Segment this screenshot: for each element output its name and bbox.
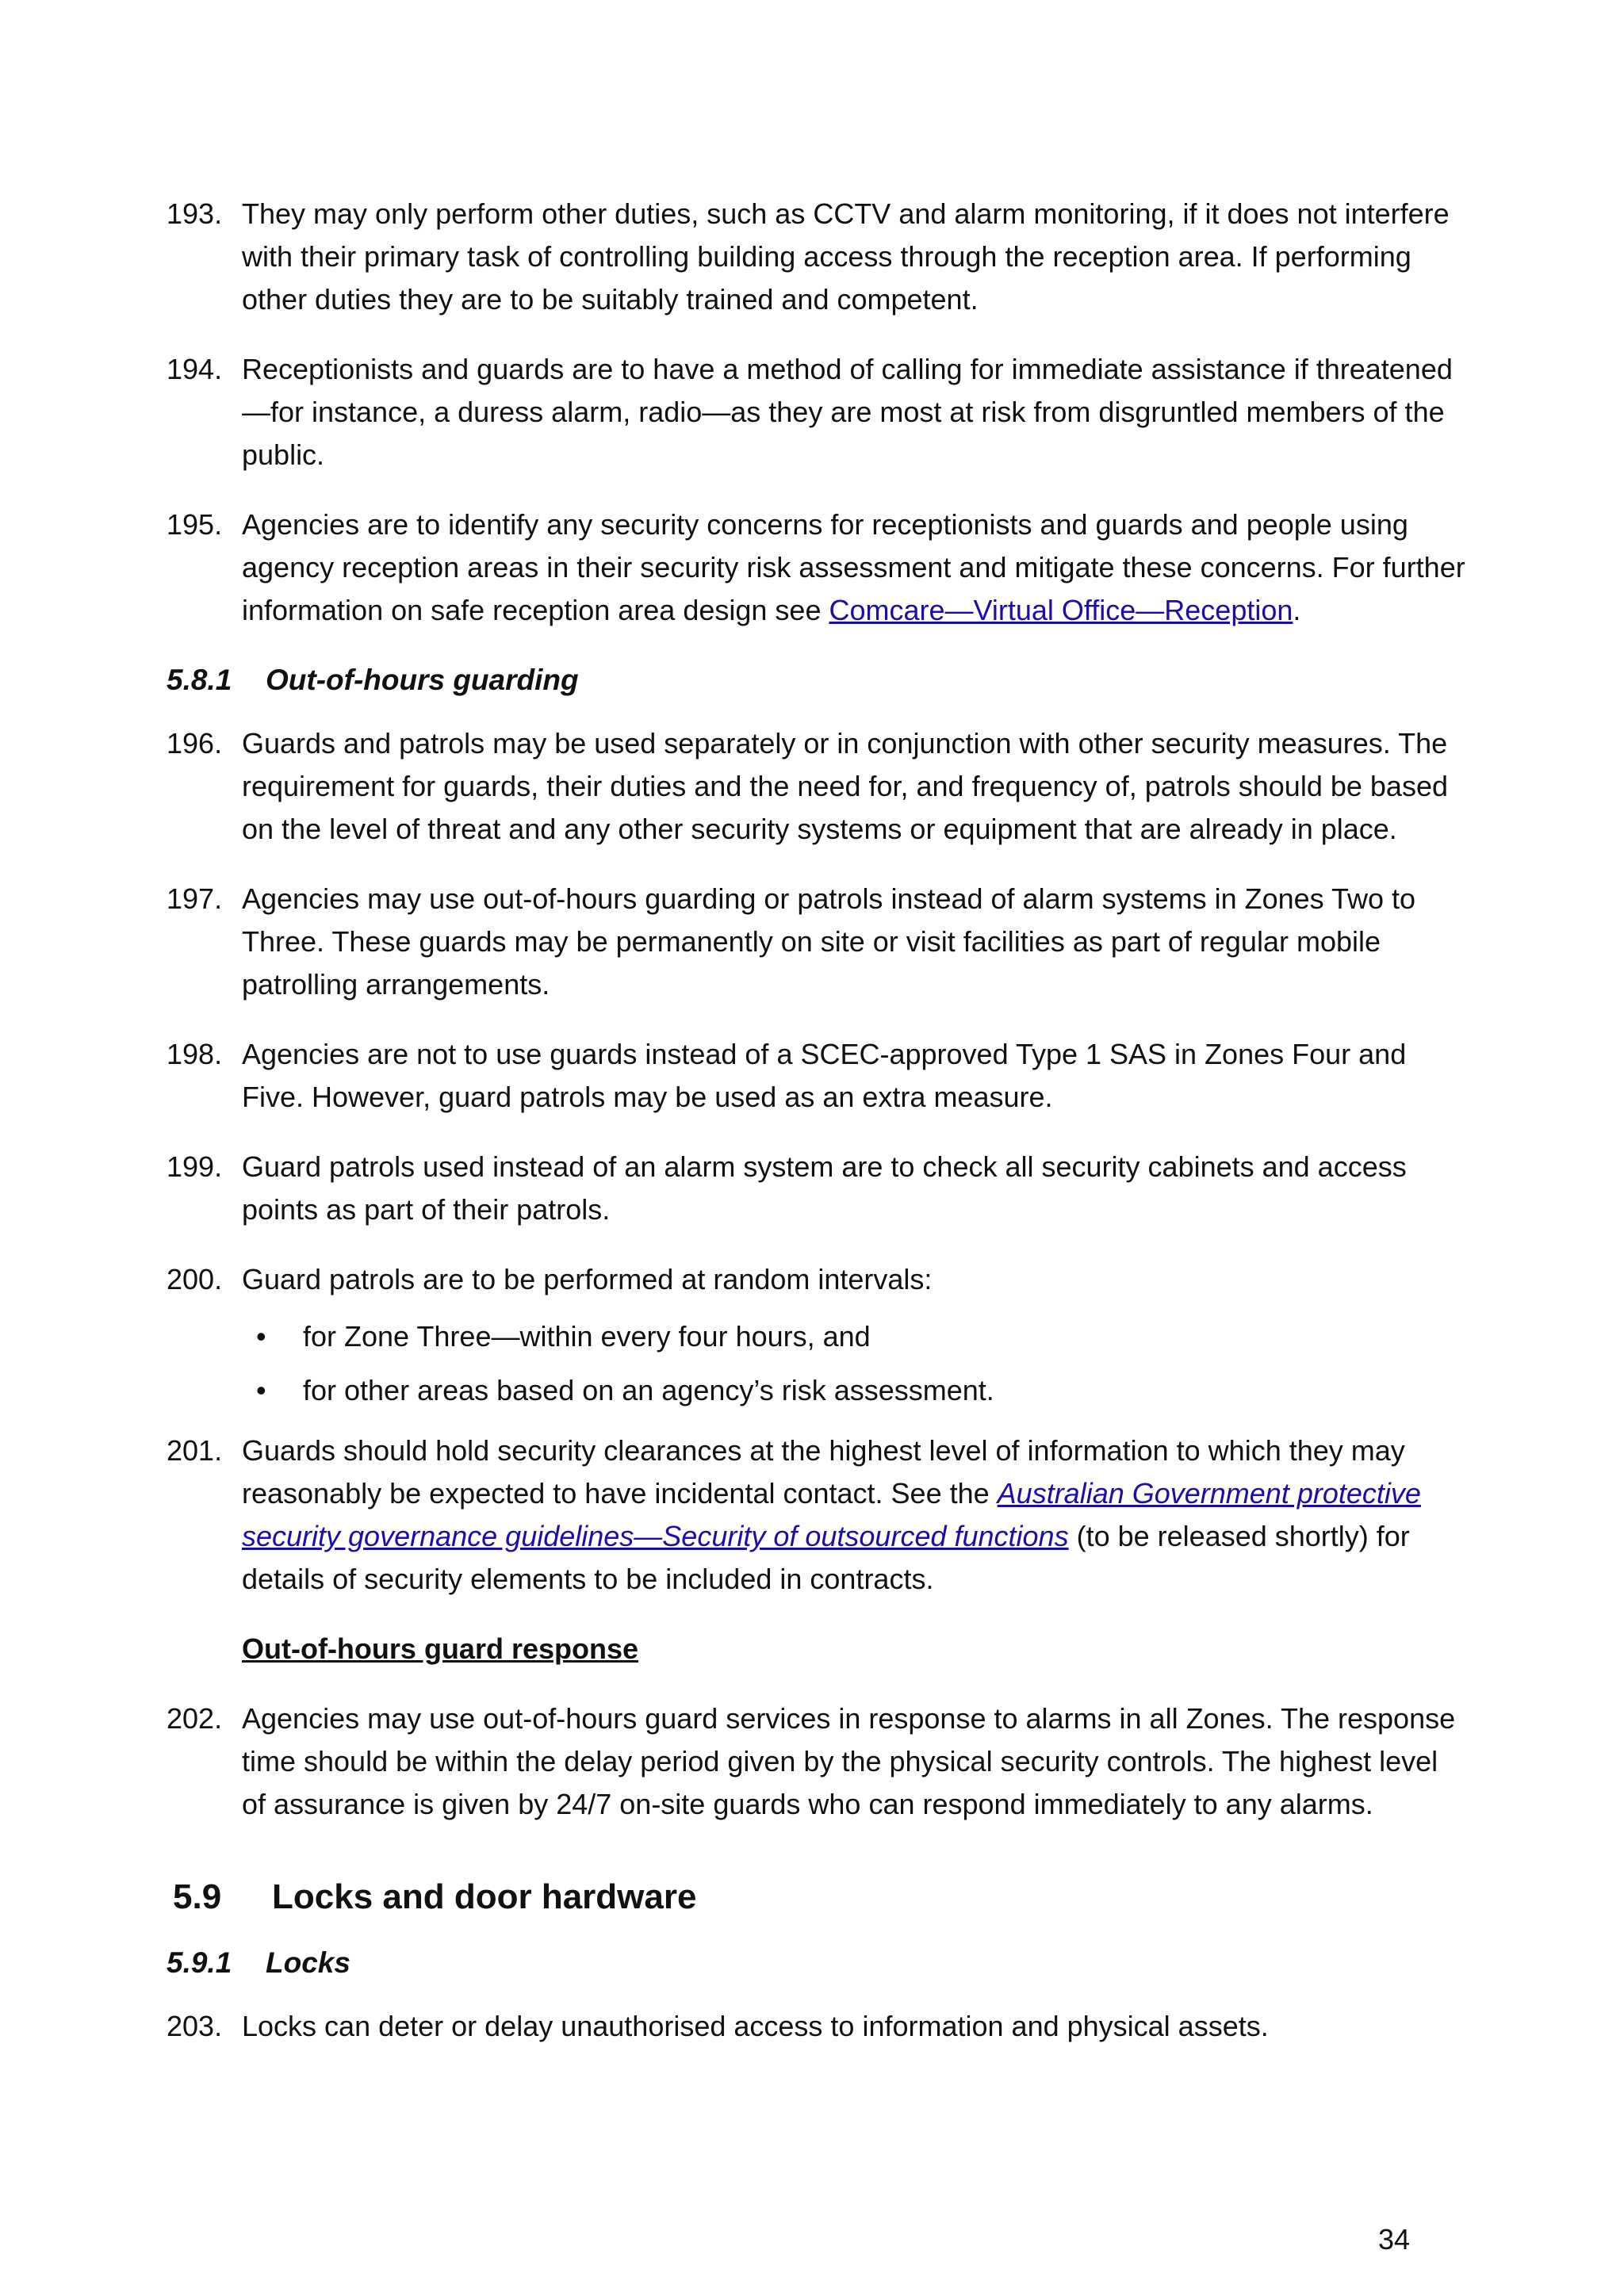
- paragraph-196: [167, 722, 1467, 851]
- paragraph-202: [167, 1697, 1467, 1826]
- paragraph-number: 199.: [167, 1150, 223, 1183]
- page-number: 34: [1378, 2223, 1411, 2256]
- paragraph-number: 203.: [167, 2010, 223, 2042]
- page-content: [167, 193, 1467, 2075]
- paragraph-text: Agencies are not to use guards instead of a SCEC-approved Type 1 SAS in Zones Four and Five. However, guard patrols may be used as an extra measure.: [242, 1038, 1407, 1113]
- list-item: [242, 1315, 1467, 1358]
- paragraph-number: 197.: [167, 882, 223, 915]
- paragraph-203: [167, 2005, 1467, 2048]
- bullet-list: [167, 1315, 1467, 1412]
- list-item: [242, 1369, 1467, 1412]
- section-title: Out-of-hours guarding: [266, 664, 579, 696]
- paragraph-text: Guards and patrols may be used separately or in conjunction with other security measures. The requirement for guards, their duties and the need for, and frequency of, patrols should be based on the level of threat and any other security systems or equipment that are already in place.: [242, 727, 1448, 845]
- paragraph-number: 200.: [167, 1263, 223, 1295]
- comcare-reception-link[interactable]: Comcare—Virtual Office—Reception: [829, 594, 1293, 626]
- paragraph-193: [167, 193, 1467, 321]
- subheading-guard-response: Out-of-hours guard response: [242, 1632, 639, 1665]
- section-title: Locks: [266, 1946, 350, 1979]
- paragraph-text: Receptionists and guards are to have a method of calling for immediate assistance if threatened—for instance, a duress alarm, radio—as they are most at risk from disgruntled members of the public.: [242, 353, 1453, 471]
- paragraph-text: Agencies may use out-of-hours guarding or patrols instead of alarm systems in Zones Two to Three. These guards may be permanently on site or visit facilities as part of regular mobile patrolling arrangements.: [242, 882, 1416, 1001]
- paragraph-201: [167, 1429, 1467, 1601]
- paragraph-number: 201.: [167, 1434, 223, 1467]
- paragraph-text: Guards should hold security clearances at the highest level of information to which they may reasonably be expected to have incidental contact. See the: [242, 1434, 1405, 1510]
- paragraph-number: 193.: [167, 197, 223, 230]
- paragraph-198: [167, 1033, 1467, 1119]
- paragraph-text: Agencies may use out-of-hours guard services in response to alarms in all Zones. The response time should be within the delay period given by the physical security controls. The highest level of assurance is given by 24/7 on-site guards who can respond immediately to any alarms.: [242, 1702, 1456, 1820]
- list-item-text: for other areas based on an agency’s risk assessment.: [303, 1374, 994, 1406]
- bullet-icon: •: [256, 1320, 266, 1353]
- paragraph-text: Guard patrols are to be performed at random intervals:: [242, 1263, 933, 1295]
- paragraph-number: 194.: [167, 353, 223, 385]
- paragraph-text: Locks can deter or delay unauthorised access to information and physical assets.: [242, 2010, 1269, 2042]
- paragraph-number: 202.: [167, 1702, 223, 1735]
- list-item-text: for Zone Three—within every four hours, and: [303, 1320, 871, 1353]
- paragraph-text-end: .: [1293, 594, 1301, 626]
- paragraph-199: [167, 1146, 1467, 1231]
- section-number: 5.8.1: [167, 664, 232, 696]
- paragraph-text-end: (to be released shortly) for details of security elements to be included in contracts.: [242, 1520, 1410, 1595]
- paragraph-number: 195.: [167, 508, 223, 541]
- section-number: 5.9.1: [167, 1946, 232, 1979]
- section-number: 5.9: [173, 1877, 222, 1916]
- paragraph-text: Guard patrols used instead of an alarm system are to check all security cabinets and access points as part of their patrols.: [242, 1150, 1407, 1226]
- outsourced-functions-guidelines-link[interactable]: Australian Government protective security governance guidelines—Security of outsourced functions: [242, 1477, 1421, 1552]
- section-heading-5-8-1: [167, 659, 1467, 702]
- section-heading-5-9-1: [167, 1942, 1467, 1984]
- paragraph-text: They may only perform other duties, such as CCTV and alarm monitoring, if it does not interfere with their primary task of controlling building access through the reception area. If performing other duties they are to be suitably trained and competent.: [242, 197, 1450, 316]
- paragraph-number: 198.: [167, 1038, 223, 1070]
- section-title: Locks and door hardware: [272, 1877, 697, 1916]
- paragraph-number: 196.: [167, 727, 223, 760]
- paragraph-text: Agencies are to identify any security concerns for receptionists and guards and people using agency reception areas in their security risk assessment and mitigate these concerns. For further information on safe reception area design see: [242, 508, 1465, 626]
- paragraph-197: [167, 878, 1467, 1006]
- paragraph-200: [167, 1258, 1467, 1301]
- section-heading-5-9: [173, 1873, 1467, 1921]
- paragraph-194: [167, 348, 1467, 476]
- paragraph-195: [167, 503, 1467, 632]
- bullet-icon: •: [256, 1374, 266, 1406]
